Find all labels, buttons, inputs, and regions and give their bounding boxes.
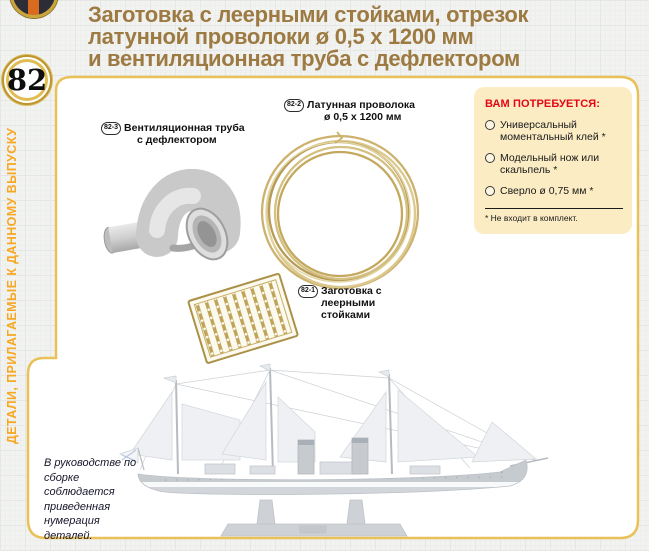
part-name-line: Заготовка с — [321, 285, 382, 297]
part-name-line: леерными — [321, 297, 376, 309]
part-label-82-2 — [284, 99, 415, 123]
required-tool-item — [485, 185, 623, 197]
part-name-line: Вентиляционная труба — [124, 122, 245, 134]
required-tool-label: Сверло ø 0,75 мм * — [500, 185, 594, 197]
page-title-line-1: Заготовка с леерными стойками, отрезок — [88, 2, 529, 27]
numbering-note: В руководстве по сборке соблюдается приведенная нумерация деталей. — [44, 457, 137, 542]
part-code-badge: 82-2 — [284, 99, 304, 112]
footnote-divider — [485, 208, 623, 209]
etched-railing-sheet-photo — [180, 270, 310, 370]
part-label-82-3 — [101, 122, 245, 146]
ship-model-photo — [110, 362, 550, 537]
required-tool-label: Универсальный моментальный клей * — [500, 119, 606, 143]
part-name-line: Латунная проволока — [307, 99, 415, 111]
required-tools-footnote: * Не входит в комплект. — [485, 213, 578, 223]
part-name-line: ø 0,5 x 1200 мм — [324, 111, 402, 123]
required-tool-item — [485, 119, 623, 143]
part-label-82-1 — [298, 285, 382, 321]
bullet-circle-icon — [485, 120, 495, 130]
bullet-circle-icon — [485, 186, 495, 196]
required-tools-title: ВАМ ПОТРЕБУЕТСЯ: — [485, 98, 601, 110]
page-title-line-2: латунной проволоки ø 0,5 x 1200 мм — [88, 24, 474, 49]
sidebar-vertical-label: ДЕТАЛИ, ПРИЛАГАЕМЫЕ К ДАННОМУ ВЫПУСКУ — [5, 127, 19, 444]
issue-number: 82 — [6, 63, 48, 97]
part-code-badge: 82-1 — [298, 285, 318, 298]
part-name-line: стойками — [321, 309, 371, 321]
bullet-circle-icon — [485, 153, 495, 163]
required-tool-label: Модельный нож или скальпель * — [500, 152, 600, 176]
part-name-line: с дефлектором — [137, 134, 217, 146]
required-tool-item — [485, 152, 623, 176]
part-code-badge: 82-3 — [101, 122, 121, 135]
page-title — [88, 4, 528, 70]
page-title-line-3: и вентиляционная труба с дефлектором — [88, 46, 521, 71]
issue-number-badge — [2, 55, 52, 105]
required-tools-box — [474, 87, 632, 234]
